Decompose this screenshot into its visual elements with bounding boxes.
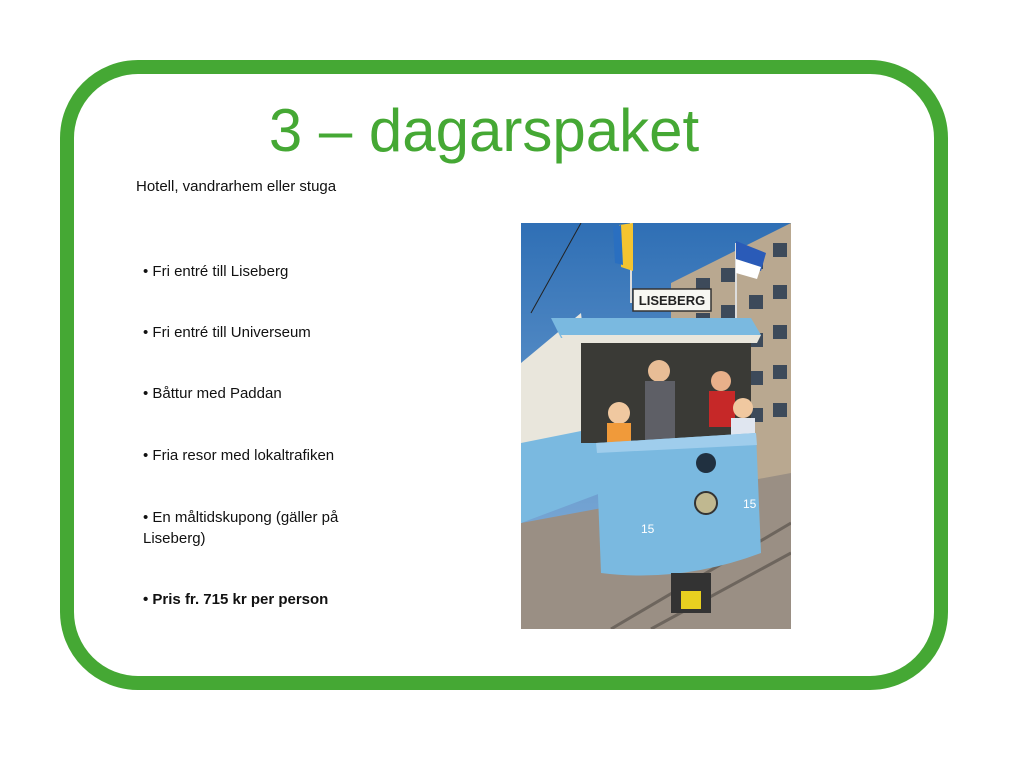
tram-number: 15 bbox=[641, 522, 655, 536]
bullet-item: • Fria resor med lokaltrafiken bbox=[143, 447, 335, 464]
slide-title: 3 – dagarspaket bbox=[268, 97, 700, 164]
tram-sign-text: LISEBERG bbox=[638, 293, 706, 308]
bullet-item: • Båttur med Paddan bbox=[143, 385, 282, 402]
bullet-item: • Fri entré till Universeum bbox=[143, 324, 311, 341]
slide-subtitle: Hotell, vandrarhem eller stuga bbox=[136, 178, 337, 195]
bullet-item-price: • Pris fr. 715 kr per person bbox=[143, 591, 329, 608]
tram-number: 15 bbox=[743, 497, 757, 511]
tram-photo bbox=[521, 223, 791, 629]
bullet-item: • En måltidskupong (gäller på Liseberg) bbox=[143, 509, 339, 547]
bullet-item: • Fri entré till Liseberg bbox=[143, 263, 289, 280]
